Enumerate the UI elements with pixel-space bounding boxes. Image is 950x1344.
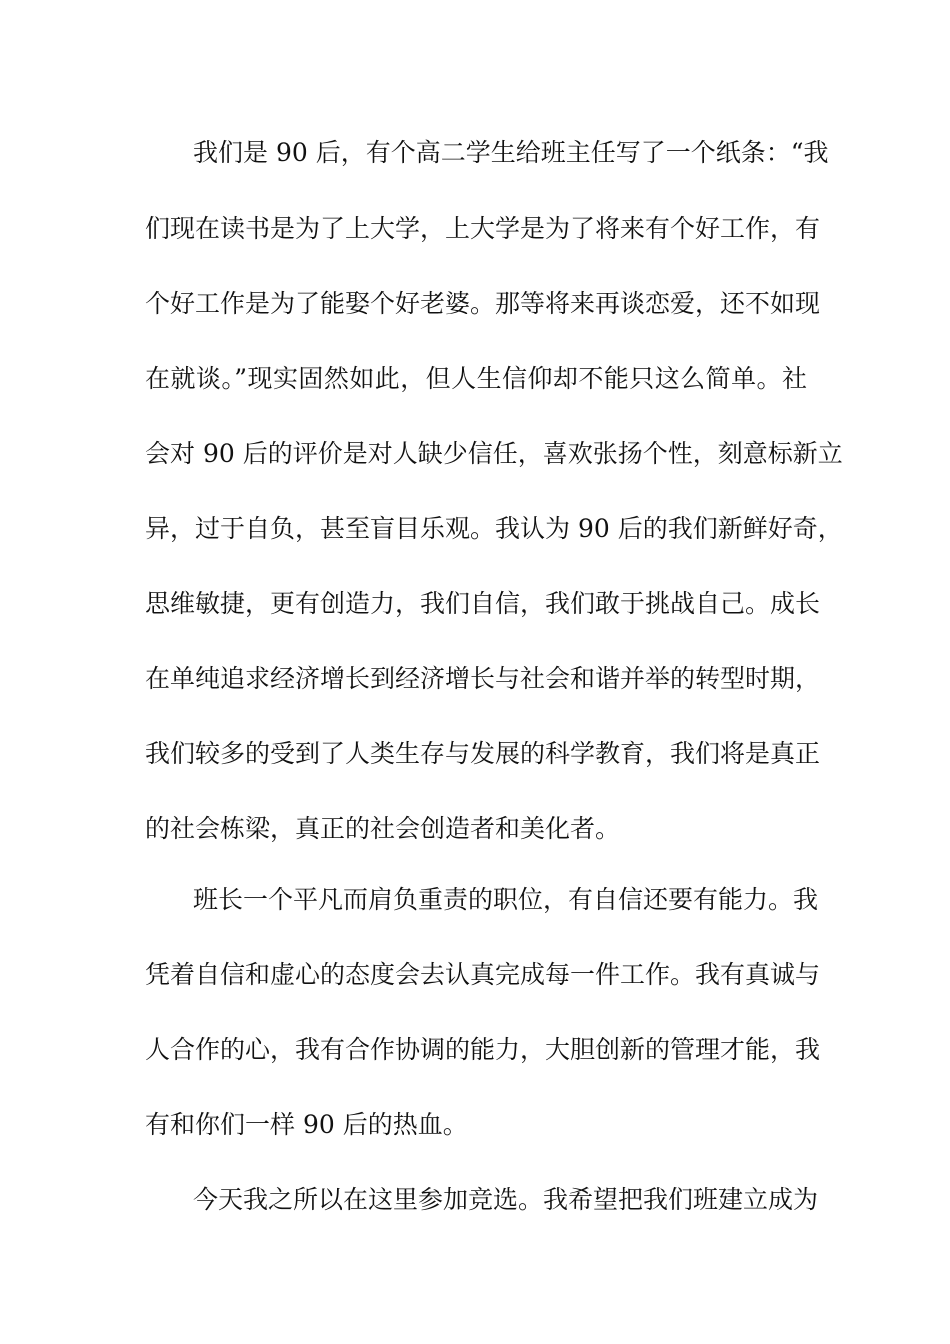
paragraph-2-line-3: 人合作的心，我有合作协调的能力，大胆创新的管理才能，我 (145, 1035, 821, 1064)
paragraph-1-line-9: 我们较多的受到了人类生存与发展的科学教育，我们将是真正 (145, 739, 821, 768)
paragraph-2-line-1: 班长一个平凡而肩负重责的职位，有自信还要有能力。我 (193, 885, 819, 914)
paragraph-3-line-1: 今天我之所以在这里参加竞选。我希望把我们班建立成为 (193, 1185, 819, 1214)
paragraph-1-line-5: 会对 90 后的评价是对人缺少信任，喜欢张扬个性，刻意标新立 (145, 439, 843, 468)
paragraph-2-line-2: 凭着自信和虚心的态度会去认真完成每一件工作。我有真诚与 (145, 960, 821, 989)
paragraph-1-line-3: 个好工作是为了能娶个好老婆。那等将来再谈恋爱，还不如现 (145, 289, 821, 318)
paragraph-1-line-1: 我们是 90 后，有个高二学生给班主任写了一个纸条：“我 (193, 138, 829, 167)
paragraph-2-line-4: 有和你们一样 90 后的热血。 (145, 1110, 468, 1139)
paragraph-1-line-7: 思维敏捷，更有创造力，我们自信，我们敢于挑战自己。成长 (145, 589, 821, 618)
paragraph-1-line-6: 异，过于自负，甚至盲目乐观。我认为 90 后的我们新鲜好奇， (145, 514, 843, 543)
paragraph-1-line-2: 们现在读书是为了上大学，上大学是为了将来有个好工作，有 (145, 214, 821, 243)
paragraph-1-line-10: 的社会栋梁，真正的社会创造者和美化者。 (145, 814, 621, 843)
paragraph-1-line-8: 在单纯追求经济增长到经济增长与社会和谐并举的转型时期， (145, 664, 821, 693)
paragraph-1-line-4: 在就谈。”现实固然如此，但人生信仰却不能只这么简单。社 (145, 364, 807, 393)
